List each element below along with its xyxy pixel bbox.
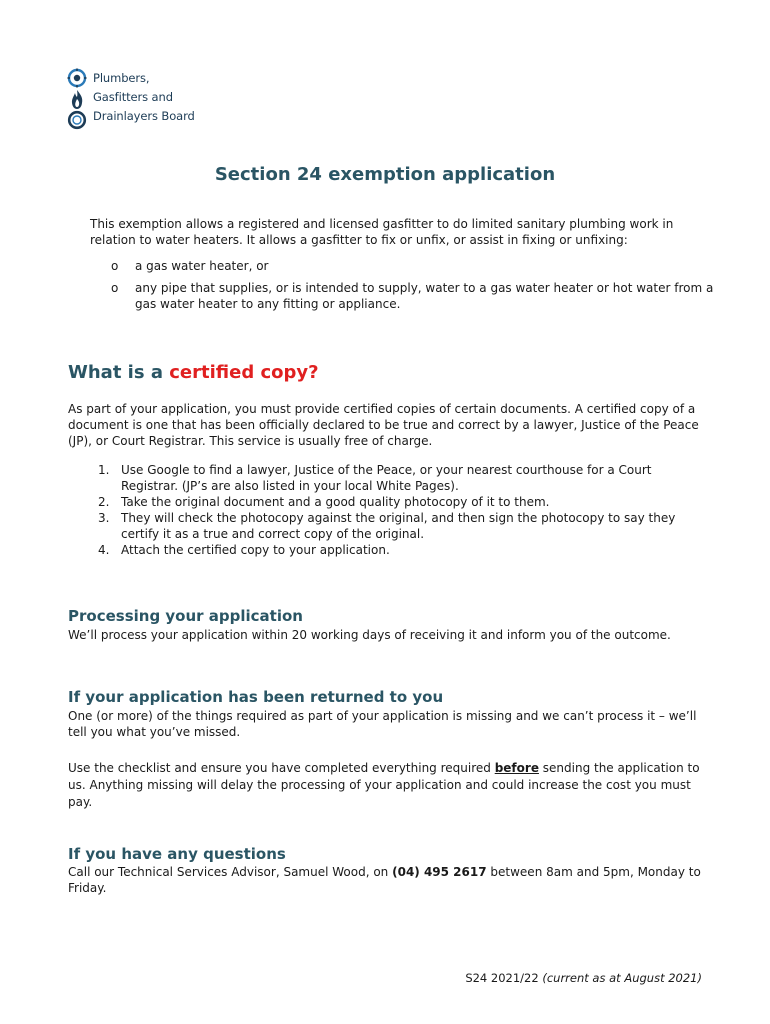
logo-text (93, 69, 195, 126)
questions-text-before: Call our Technical Services Advisor, Samuel Wood, on (68, 865, 393, 879)
phone-number: (04) 495 2617 (392, 865, 487, 879)
logo-line-1: Plumbers, (93, 71, 150, 85)
returned-text-before: Use the checklist and ensure you have completed everything required (68, 761, 495, 775)
returned-paragraph-1: One (or more) of the things required as part of your application is missing and we can’t process it – we’ll tell you what you’ve missed. (68, 709, 697, 739)
board-logo (67, 68, 227, 130)
logo-emblem-icon (67, 68, 87, 130)
step-number: 2. (98, 495, 110, 509)
certified-copy-heading (68, 362, 319, 383)
list-item (68, 510, 708, 542)
logo-line-2: Gasfitters and (93, 90, 173, 104)
page-title: Section 24 exemption application (214, 164, 556, 185)
bullet-marker: o (111, 281, 119, 295)
step-text: They will check the photocopy against the original, and then sign the photocopy to say they certify it as a true and correct copy of the original. (121, 511, 676, 541)
list-item (68, 542, 708, 558)
certified-copy-paragraph: As part of your application, you must provide certified copies of certain documents. A certified copy of a document is one that has been officially declared to be true and correct by a lawyer, Justice of the Peace (JP), or Court Registrar. This service is usually free of charge. (68, 402, 699, 448)
questions-text-after: between 8am and 5pm, Monday to Friday. (68, 865, 701, 895)
before-emphasis: before (494, 761, 539, 775)
step-number: 3. (98, 511, 110, 525)
step-number: 1. (98, 463, 110, 477)
questions-paragraph (68, 864, 708, 896)
list-item (90, 258, 720, 274)
bullet-marker: o (111, 259, 119, 273)
processing-paragraph: We’ll process your application within 20 working days of receiving it and inform you of the outcome. (68, 628, 671, 642)
step-text: Take the original document and a good quality photocopy of it to them. (121, 495, 550, 509)
certified-heading-prefix: What is a (68, 362, 170, 383)
bullet-text: any pipe that supplies, or is intended to supply, water to a gas water heater or hot water from a gas water heater to any fitting or appliance. (135, 281, 714, 311)
step-text: Use Google to find a lawyer, Justice of the Peace, or your nearest courthouse for a Court Registrar. (JP’s are also listed in your local White Pages). (121, 463, 652, 493)
returned-text-after: sending the application to us. Anything missing will delay the processing of your application and could increase the cost you must pay. (68, 761, 700, 809)
document-footer (440, 971, 702, 985)
step-number: 4. (98, 543, 110, 557)
processing-heading: Processing your application (68, 607, 303, 625)
list-item (68, 462, 708, 494)
list-item (90, 280, 720, 312)
step-text: Attach the certified copy to your application. (121, 543, 390, 557)
returned-paragraph-2 (68, 760, 708, 811)
certified-heading-highlight: certified copy? (169, 362, 319, 383)
footer-code: S24 2021/22 (465, 971, 543, 985)
bullet-text: a gas water heater, or (135, 259, 269, 273)
logo-line-3: Drainlayers Board (93, 109, 195, 123)
footer-note: (current as at August 2021) (542, 971, 702, 985)
list-item (68, 494, 708, 510)
questions-heading: If you have any questions (68, 845, 286, 863)
intro-paragraph: This exemption allows a registered and licensed gasfitter to do limited sanitary plumbing work in relation to water heaters. It allows a gasfitter to fix or unfix, or assist in fixing or unfixing: (90, 217, 674, 247)
returned-heading: If your application has been returned to you (68, 688, 444, 706)
exemption-bullet-list (90, 258, 720, 318)
certified-steps-list (68, 462, 708, 558)
